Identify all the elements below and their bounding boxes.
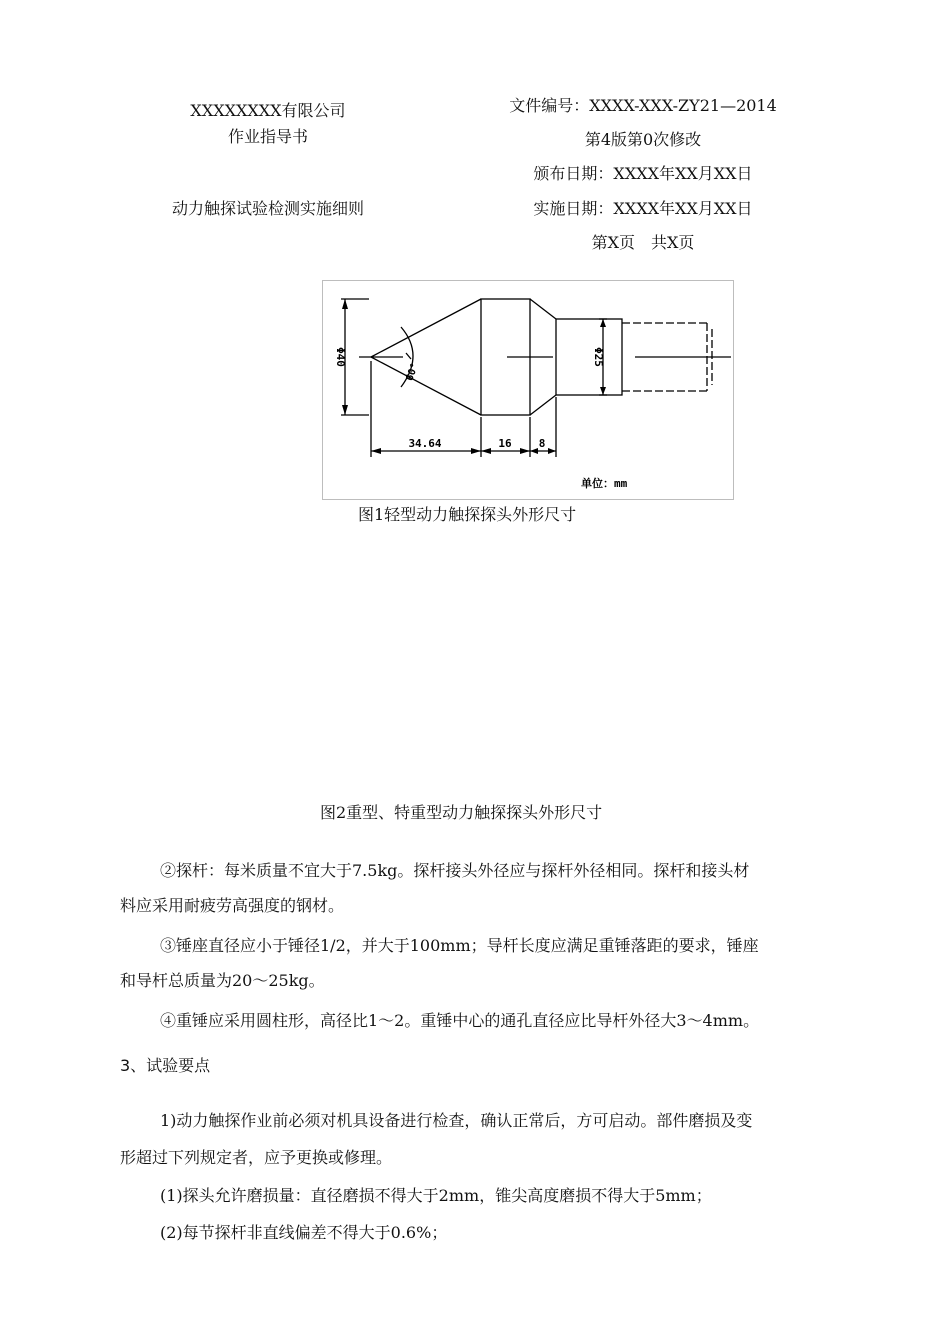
list-item-2: (2)每节探杆非直线偏差不得大于0.6%； [160, 1223, 448, 1242]
label-angle: 60° [404, 361, 421, 383]
label-unit: 单位：mm [581, 477, 628, 490]
taper-upper [530, 299, 556, 319]
company-name: XXXXXXXX有限公司 [190, 101, 346, 120]
para-check-line1: 1)动力触探作业前必须对机具设备进行检查，确认正常后，方可启动。部件磨损及变 [160, 1111, 753, 1130]
list-item-1: (1)探头允许磨损量：直径磨损不得大于2mm，锥尖高度磨损不得大于5mm； [160, 1186, 712, 1205]
label-len3: 8 [538, 437, 546, 450]
figure-1-caption: 图1轻型动力触探探头外形尺寸 [358, 505, 577, 524]
doc-title: 动力触探试验检测实施细则 [171, 199, 364, 218]
figure-1-frame [322, 280, 734, 500]
issue-date: 颁布日期：XXXX年XX月XX日 [533, 164, 753, 183]
label-dia25: Φ25 [592, 347, 605, 367]
para-probe-rod-line1: ②探杆：每米质量不宜大于7.5kg。探杆接头外径应与探杆外径相同。探杆和接头材 [160, 861, 750, 880]
label-dia40: Φ40 [334, 347, 347, 367]
doc-number: 文件编号：XXXX-XXX-ZY21—2014 [509, 96, 777, 115]
rod-section [556, 319, 622, 395]
para-hammer-seat-line2: 和导杆总质量为20～25kg。 [120, 971, 325, 990]
probe-drawing [323, 281, 733, 499]
para-hammer-seat-line1: ③锤座直径应小于锤径1/2，并大于100mm；导杆长度应满足重锤落距的要求，锤座 [160, 936, 759, 955]
para-check-line2: 形超过下列规定者，应予更换或修理。 [120, 1148, 393, 1167]
page-info: 第X页 共X页 [591, 233, 695, 252]
section-heading: 3、试验要点 [120, 1056, 211, 1075]
cone-lower-edge [371, 357, 481, 415]
label-len2: 16 [498, 437, 512, 450]
doc-version: 第4版第0次修改 [584, 130, 702, 149]
doc-type: 作业指导书 [227, 127, 308, 146]
label-len1: 34.64 [408, 437, 442, 450]
taper-lower [530, 395, 556, 415]
para-probe-rod-line2: 料应采用耐疲劳高强度的钢材。 [120, 896, 345, 915]
para-hammer: ④重锤应采用圆柱形，高径比1～2。重锤中心的通孔直径应比导杆外径大3～4mm。 [160, 1011, 760, 1030]
figure-2-caption: 图2重型、特重型动力触探探头外形尺寸 [320, 803, 603, 822]
cone-upper-edge [371, 299, 481, 357]
effective-date: 实施日期：XXXX年XX月XX日 [533, 199, 753, 218]
